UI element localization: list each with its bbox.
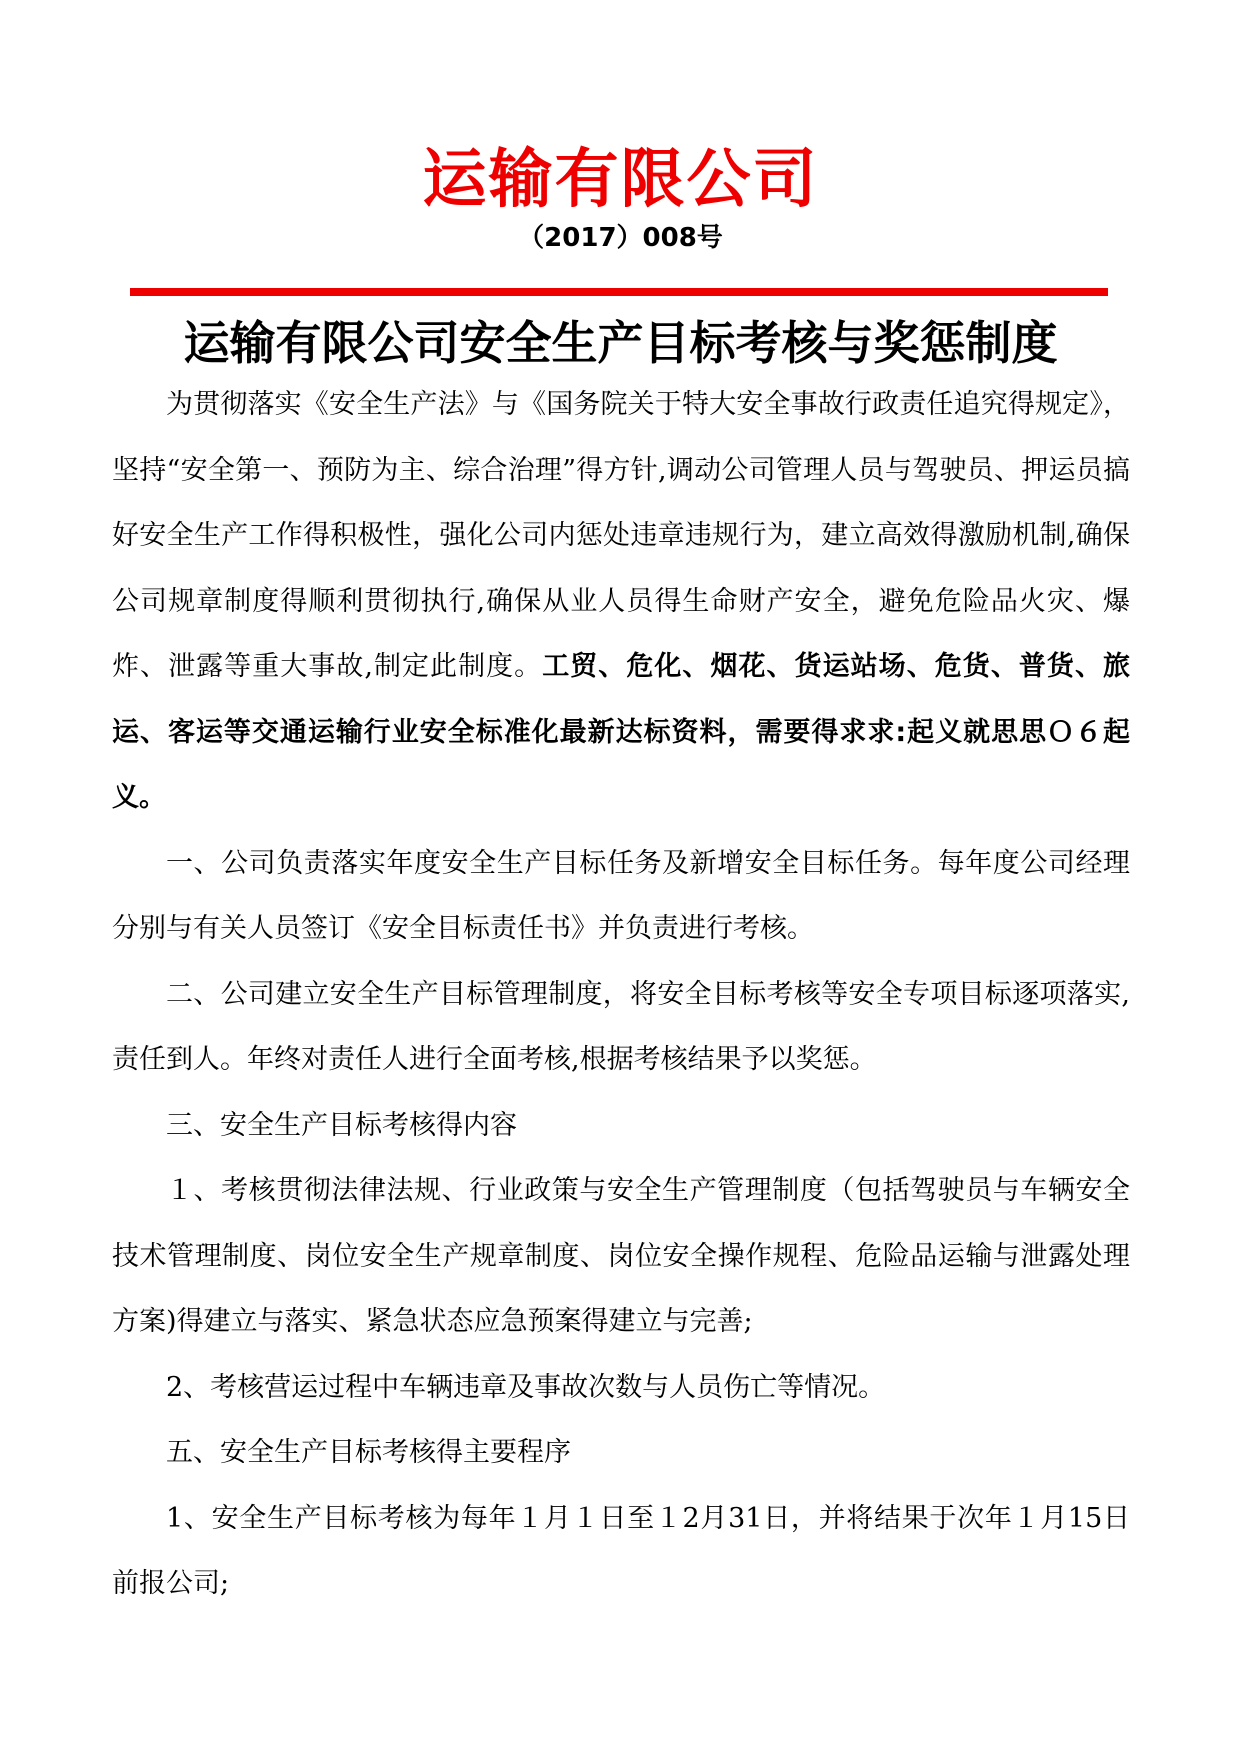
paragraph-3-item-2: 2、考核营运过程中车辆违章及事故次数与人员伤亡等情况。 — [166, 1371, 886, 1403]
paragraph-5-item-1: 1、安全生产目标考核为每年１月１日至１2月31日，并将结果于次年１月15日前报公司; — [112, 1502, 1130, 1599]
paragraph-1: 一、公司负责落实年度安全生产目标任务及新增安全目标任务。每年度公司经理分别与有关人员签订《安全目标责任书》并负责进行考核。 — [112, 847, 1130, 944]
paragraph-2: 二、公司建立安全生产目标管理制度，将安全目标考核等安全专项目标逐项落实,责任到人。年终对责任人进行全面考核,根据考核结果予以奖惩。 — [112, 978, 1130, 1075]
document-body — [112, 372, 1130, 1617]
red-divider-line — [130, 288, 1108, 296]
intro-text: 为贯彻落实《安全生产法》与《国务院关于特大安全事故行政责任追究得规定》，坚持“安全第一、预防为主、综合治理”得方针,调动公司管理人员与驾驶员、押运员搞好安全生产工作得积极性，强化公司内惩处违章违规行为，建立高效得激励机制,确保公司规章制度得顺利贯彻执行,确保从业人员得生命财产安全，避免危险品火灾、爆炸、泄露等重大事故,制定此制度。 — [112, 389, 1130, 682]
intro-bold-text: 工贸、危化、烟花、货运站场、危货、普货、旅运、客运等交通运输行业安全标准化最新达标资料，需要得求求:起义就思思Ｏ６起义。 — [112, 651, 1130, 813]
paragraph-5-heading: 五、安全生产目标考核得主要程序 — [166, 1437, 571, 1468]
document-title: 运输有限公司安全生产目标考核与奖惩制度 — [183, 316, 1058, 370]
intro-paragraph — [112, 372, 1130, 831]
paragraph-3-heading: 三、安全生产目标考核得内容 — [166, 1109, 517, 1141]
paragraph-3-item-1: １、考核贯彻法律法规、行业政策与安全生产管理制度（包括驾驶员与车辆安全技术管理制度、岗位安全生产规章制度、岗位安全操作规程、危险品运输与泄露处理方案)得建立与落实、紧急状态应急预案得建立与完善; — [112, 1175, 1130, 1337]
org-name-heading: 运输有限公司 — [422, 143, 819, 217]
document-number: （2017）008号 — [518, 223, 723, 253]
